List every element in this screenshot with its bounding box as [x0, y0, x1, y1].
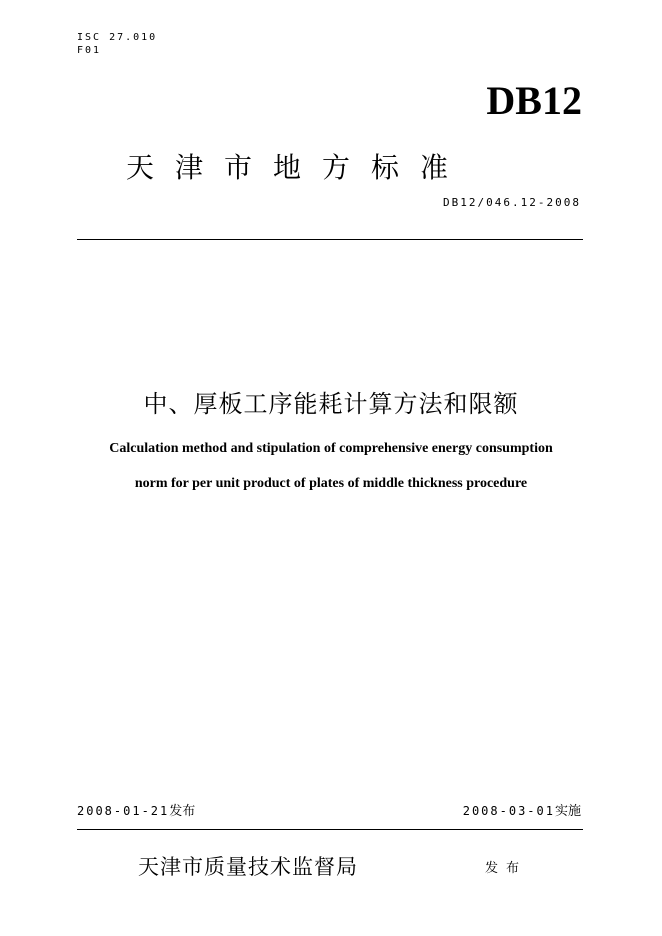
top-divider — [77, 239, 583, 240]
issue-date-label: 发布 — [169, 804, 196, 819]
db-code: DB12 — [486, 78, 582, 123]
bottom-divider — [77, 829, 583, 830]
standard-type: 天津市地方标准 — [126, 151, 470, 184]
issuer-name: 天津市质量技术监督局 — [138, 855, 358, 879]
implement-date: 2008-03-01 — [462, 804, 555, 818]
issue-date: 2008-01-21 — [77, 804, 170, 818]
implement-date-block — [463, 803, 581, 820]
title-chinese: 中、厚板工序能耗计算方法和限额 — [143, 390, 519, 418]
title-english-line1: Calculation method and stipulation of comprehensive energy consumption — [109, 441, 553, 456]
ccs-code: F01 — [77, 45, 102, 56]
ics-code: ISC 27.010 — [77, 32, 158, 43]
issue-word: 发布 — [485, 861, 528, 876]
issue-date-block — [77, 803, 195, 820]
standard-number: DB12/046.12-2008 — [443, 196, 581, 209]
title-english-line2: norm for per unit product of plates of middle thickness procedure — [134, 476, 528, 491]
implement-date-label: 实施 — [554, 804, 581, 819]
